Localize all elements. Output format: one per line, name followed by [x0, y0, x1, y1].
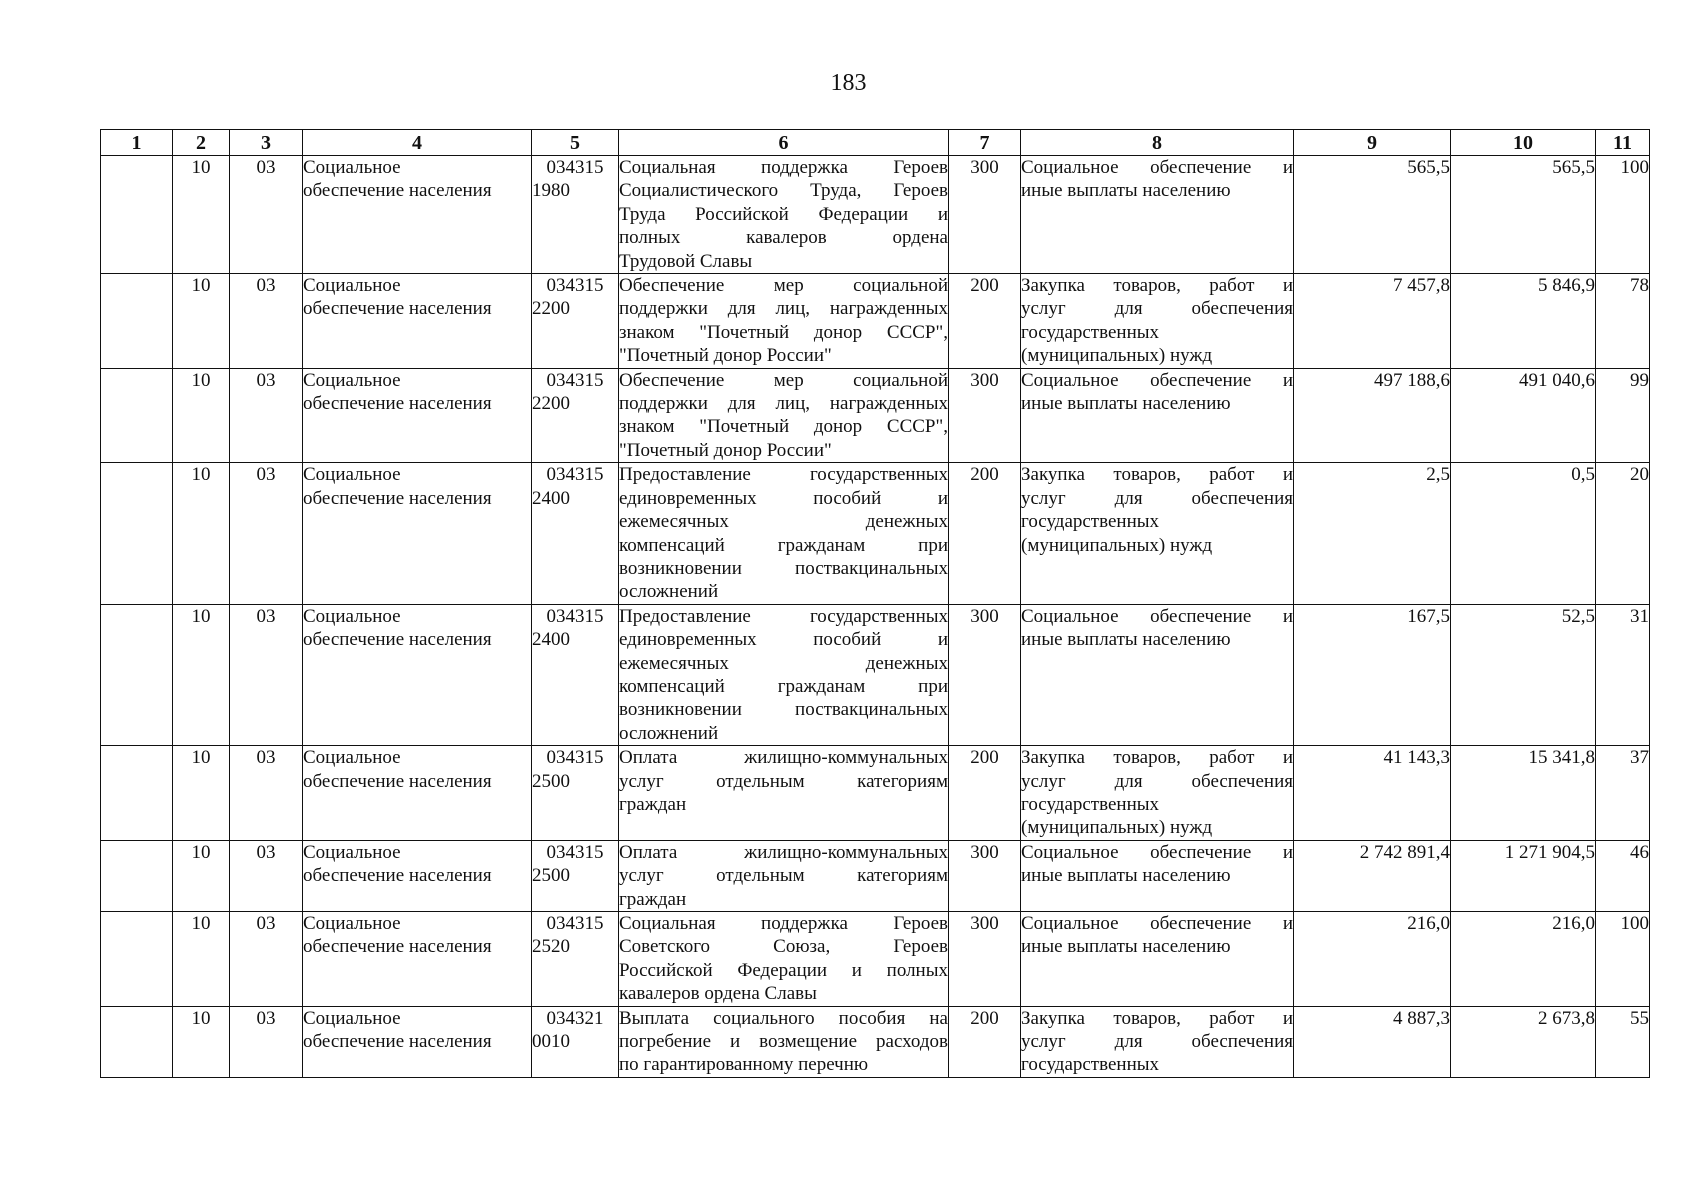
cell-percent: 20 — [1596, 463, 1650, 604]
cell-target-name — [619, 746, 949, 841]
cell-line: компенсаций гражданам при — [619, 534, 948, 556]
cell-line: Выплата социального пособия на — [619, 1007, 948, 1029]
cell-subsection: 03 — [230, 368, 303, 463]
cell-expense-type: 200 — [949, 463, 1021, 604]
cell-percent: 31 — [1596, 604, 1650, 745]
cell-executed: 15 341,8 — [1451, 746, 1596, 841]
cell-line: услуг для обеспечения — [1021, 1031, 1293, 1053]
cell-col-1 — [101, 368, 173, 463]
column-header: 11 — [1596, 130, 1650, 156]
cell-percent: 78 — [1596, 274, 1650, 369]
cell-line: единовременных пособий и — [619, 487, 948, 509]
cell-line: ежемесячных денежных — [619, 652, 948, 674]
cell-line: Социальное — [303, 747, 401, 769]
cell-expense-name — [1021, 746, 1294, 841]
cell-line: (муниципальных) нужд — [1021, 345, 1213, 367]
cell-target-code — [532, 912, 619, 1007]
cell-line: Трудовой Славы — [619, 250, 753, 272]
cell-expense-name — [1021, 604, 1294, 745]
column-header: 1 — [101, 130, 173, 156]
cell-target-name — [619, 1006, 949, 1077]
cell-line: Советского Союза, Героев — [619, 936, 948, 958]
cell-col-1 — [101, 912, 173, 1007]
table-row — [101, 604, 1650, 745]
column-header: 6 — [619, 130, 949, 156]
cell-line: 2500 — [532, 865, 570, 887]
table-row — [101, 463, 1650, 604]
cell-line: Социальное — [303, 605, 401, 627]
cell-line: Закупка товаров, работ и — [1021, 275, 1293, 297]
cell-subsection: 03 — [230, 156, 303, 274]
cell-subsection-name — [303, 604, 532, 745]
cell-subsection-name — [303, 368, 532, 463]
cell-line: Обеспечение мер социальной — [619, 369, 948, 391]
table-row — [101, 1006, 1650, 1077]
cell-line: полных кавалеров ордена — [619, 227, 948, 249]
cell-line: "Почетный донор России" — [619, 345, 832, 367]
cell-line: знаком "Почетный донор СССР", — [619, 321, 948, 343]
cell-subsection-name — [303, 156, 532, 274]
cell-expense-type: 300 — [949, 912, 1021, 1007]
cell-subsection-name — [303, 840, 532, 911]
cell-executed: 1 271 904,5 — [1451, 840, 1596, 911]
cell-line: Социальное — [303, 1007, 401, 1029]
cell-target-code — [532, 463, 619, 604]
cell-line: Закупка товаров, работ и — [1021, 747, 1293, 769]
cell-line: 034315 — [546, 275, 604, 297]
cell-planned: 4 887,3 — [1294, 1006, 1451, 1077]
cell-line: 2200 — [532, 298, 570, 320]
cell-target-code — [532, 604, 619, 745]
cell-expense-type: 300 — [949, 840, 1021, 911]
cell-line: Российской Федерации и полных — [619, 959, 948, 981]
cell-percent: 55 — [1596, 1006, 1650, 1077]
cell-line: иные выплаты населению — [1021, 629, 1231, 651]
cell-line: (муниципальных) нужд — [1021, 534, 1213, 556]
cell-executed: 2 673,8 — [1451, 1006, 1596, 1077]
cell-subsection-name — [303, 274, 532, 369]
cell-line: иные выплаты населению — [1021, 865, 1231, 887]
cell-line: погребение и возмещение расходов — [619, 1031, 948, 1053]
column-header: 9 — [1294, 130, 1451, 156]
cell-line: Социальное — [303, 841, 401, 863]
cell-executed: 0,5 — [1451, 463, 1596, 604]
cell-col-1 — [101, 274, 173, 369]
cell-line: возникновении поствакцинальных — [619, 699, 948, 721]
cell-line: 034315 — [546, 369, 604, 391]
cell-executed: 216,0 — [1451, 912, 1596, 1007]
cell-planned: 7 457,8 — [1294, 274, 1451, 369]
cell-expense-name — [1021, 274, 1294, 369]
cell-line: граждан — [619, 793, 687, 815]
cell-col-1 — [101, 604, 173, 745]
cell-line: возникновении поствакцинальных — [619, 557, 948, 579]
cell-line: Труда Российской Федерации и — [619, 203, 948, 225]
cell-expense-name — [1021, 368, 1294, 463]
cell-planned: 2 742 891,4 — [1294, 840, 1451, 911]
cell-target-code — [532, 274, 619, 369]
cell-percent: 46 — [1596, 840, 1650, 911]
cell-section: 10 — [173, 912, 230, 1007]
page-number: 183 — [830, 70, 867, 96]
cell-line: 2400 — [532, 487, 570, 509]
cell-expense-name — [1021, 1006, 1294, 1077]
cell-executed: 565,5 — [1451, 156, 1596, 274]
cell-subsection: 03 — [230, 463, 303, 604]
cell-line: (муниципальных) нужд — [1021, 817, 1213, 839]
cell-line: обеспечение населения — [303, 865, 492, 887]
cell-line: 2520 — [532, 936, 570, 958]
cell-line: осложнений — [619, 722, 719, 744]
cell-col-1 — [101, 746, 173, 841]
cell-expense-type: 200 — [949, 1006, 1021, 1077]
cell-planned: 41 143,3 — [1294, 746, 1451, 841]
cell-expense-name — [1021, 463, 1294, 604]
cell-target-name — [619, 368, 949, 463]
cell-subsection: 03 — [230, 604, 303, 745]
cell-line: граждан — [619, 888, 687, 910]
cell-line: государственных — [1021, 321, 1160, 343]
cell-line: 034315 — [546, 913, 604, 934]
cell-planned: 565,5 — [1294, 156, 1451, 274]
cell-line: 034315 — [546, 841, 604, 863]
cell-expense-name — [1021, 912, 1294, 1007]
cell-line: "Почетный донор России" — [619, 439, 832, 461]
cell-subsection: 03 — [230, 840, 303, 911]
cell-line: Социальное — [303, 369, 401, 391]
column-header: 2 — [173, 130, 230, 156]
cell-percent: 100 — [1596, 912, 1650, 1007]
cell-line: поддержки для лиц, награжденных — [619, 393, 948, 415]
cell-col-1 — [101, 463, 173, 604]
cell-line: обеспечение населения — [303, 298, 492, 320]
cell-line: Социальное обеспечение и — [1021, 841, 1293, 863]
cell-expense-type: 300 — [949, 604, 1021, 745]
column-header: 7 — [949, 130, 1021, 156]
cell-percent: 37 — [1596, 746, 1650, 841]
cell-line: государственных — [1021, 793, 1160, 815]
cell-line: Социалистического Труда, Героев — [619, 180, 948, 202]
cell-line: 2200 — [532, 393, 570, 415]
cell-subsection: 03 — [230, 274, 303, 369]
cell-line: Социальное — [303, 275, 401, 297]
cell-line: обеспечение населения — [303, 936, 492, 958]
cell-section: 10 — [173, 1006, 230, 1077]
table-row — [101, 368, 1650, 463]
cell-line: 034315 — [546, 157, 604, 178]
cell-subsection: 03 — [230, 746, 303, 841]
cell-target-code — [532, 1006, 619, 1077]
cell-line: государственных — [1021, 1054, 1160, 1076]
cell-section: 10 — [173, 840, 230, 911]
cell-line: 0010 — [532, 1031, 570, 1053]
cell-line: Социальное — [303, 464, 401, 486]
cell-line: услуг для обеспечения — [1021, 770, 1293, 792]
cell-line: услуг для обеспечения — [1021, 487, 1293, 509]
cell-line: обеспечение населения — [303, 487, 492, 509]
cell-percent: 100 — [1596, 156, 1650, 274]
cell-planned: 167,5 — [1294, 604, 1451, 745]
cell-line: услуг отдельным категориям — [619, 770, 948, 792]
cell-line: осложнений — [619, 581, 719, 603]
cell-target-code — [532, 156, 619, 274]
cell-line: 034315 — [546, 464, 604, 486]
cell-line: кавалеров ордена Славы — [619, 983, 817, 1005]
cell-col-1 — [101, 1006, 173, 1077]
cell-expense-type: 200 — [949, 274, 1021, 369]
cell-line: 034315 — [546, 747, 604, 769]
cell-line: Социальное обеспечение и — [1021, 913, 1293, 934]
cell-target-name — [619, 274, 949, 369]
cell-line: по гарантированному перечню — [619, 1054, 869, 1076]
cell-line: Обеспечение мер социальной — [619, 275, 948, 297]
cell-expense-type: 300 — [949, 156, 1021, 274]
cell-line: Социальная поддержка Героев — [619, 913, 948, 934]
table-row — [101, 912, 1650, 1007]
cell-line: Социальное обеспечение и — [1021, 157, 1293, 178]
cell-line: компенсаций гражданам при — [619, 675, 948, 697]
column-header: 4 — [303, 130, 532, 156]
cell-line: Закупка товаров, работ и — [1021, 1007, 1293, 1029]
cell-section: 10 — [173, 156, 230, 274]
cell-line: Социальное обеспечение и — [1021, 605, 1293, 627]
cell-line: иные выплаты населению — [1021, 180, 1231, 202]
cell-line: знаком "Почетный донор СССР", — [619, 416, 948, 438]
cell-expense-name — [1021, 156, 1294, 274]
budget-table — [100, 129, 1650, 1078]
cell-line: Социальная поддержка Героев — [619, 157, 948, 178]
cell-subsection-name — [303, 463, 532, 604]
table-row — [101, 840, 1650, 911]
cell-line: 2500 — [532, 770, 570, 792]
cell-line: обеспечение населения — [303, 1031, 492, 1053]
cell-executed: 52,5 — [1451, 604, 1596, 745]
cell-line: обеспечение населения — [303, 180, 492, 202]
cell-target-name — [619, 156, 949, 274]
cell-target-code — [532, 746, 619, 841]
column-header: 5 — [532, 130, 619, 156]
cell-target-code — [532, 368, 619, 463]
cell-section: 10 — [173, 463, 230, 604]
cell-line: Социальное — [303, 913, 401, 934]
column-header: 3 — [230, 130, 303, 156]
cell-target-code — [532, 840, 619, 911]
cell-subsection-name — [303, 746, 532, 841]
cell-line: Социальное обеспечение и — [1021, 369, 1293, 391]
cell-line: услуг отдельным категориям — [619, 865, 948, 887]
cell-executed: 491 040,6 — [1451, 368, 1596, 463]
cell-line: 2400 — [532, 629, 570, 651]
table-row — [101, 274, 1650, 369]
cell-line: 034315 — [546, 605, 604, 627]
cell-line: ежемесячных денежных — [619, 511, 948, 533]
cell-planned: 216,0 — [1294, 912, 1451, 1007]
cell-line: Социальное — [303, 157, 401, 178]
column-header: 10 — [1451, 130, 1596, 156]
cell-subsection: 03 — [230, 912, 303, 1007]
table-row — [101, 746, 1650, 841]
cell-expense-type: 300 — [949, 368, 1021, 463]
cell-line: иные выплаты населению — [1021, 936, 1231, 958]
cell-line: обеспечение населения — [303, 393, 492, 415]
cell-col-1 — [101, 840, 173, 911]
table-body — [101, 156, 1650, 1078]
table-row — [101, 156, 1650, 274]
cell-target-name — [619, 912, 949, 1007]
cell-line: иные выплаты населению — [1021, 393, 1231, 415]
cell-line: обеспечение населения — [303, 770, 492, 792]
cell-line: Закупка товаров, работ и — [1021, 464, 1293, 486]
cell-subsection: 03 — [230, 1006, 303, 1077]
cell-expense-name — [1021, 840, 1294, 911]
cell-section: 10 — [173, 604, 230, 745]
column-header: 8 — [1021, 130, 1294, 156]
cell-section: 10 — [173, 746, 230, 841]
cell-line: услуг для обеспечения — [1021, 298, 1293, 320]
cell-section: 10 — [173, 274, 230, 369]
cell-subsection-name — [303, 912, 532, 1007]
cell-line: 1980 — [532, 180, 570, 202]
cell-line: Оплата жилищно-коммунальных — [619, 747, 948, 769]
cell-planned: 497 188,6 — [1294, 368, 1451, 463]
cell-line: обеспечение населения — [303, 629, 492, 651]
cell-line: Предоставление государственных — [619, 464, 948, 486]
header-row — [101, 130, 1650, 156]
cell-percent: 99 — [1596, 368, 1650, 463]
cell-target-name — [619, 840, 949, 911]
cell-line: поддержки для лиц, награжденных — [619, 298, 948, 320]
cell-line: 034321 — [546, 1007, 604, 1029]
cell-col-1 — [101, 156, 173, 274]
cell-line: Предоставление государственных — [619, 605, 948, 627]
cell-line: единовременных пособий и — [619, 629, 948, 651]
cell-executed: 5 846,9 — [1451, 274, 1596, 369]
cell-planned: 2,5 — [1294, 463, 1451, 604]
cell-subsection-name — [303, 1006, 532, 1077]
cell-section: 10 — [173, 368, 230, 463]
cell-target-name — [619, 604, 949, 745]
cell-line: Оплата жилищно-коммунальных — [619, 841, 948, 863]
cell-line: государственных — [1021, 511, 1160, 533]
cell-target-name — [619, 463, 949, 604]
cell-expense-type: 200 — [949, 746, 1021, 841]
